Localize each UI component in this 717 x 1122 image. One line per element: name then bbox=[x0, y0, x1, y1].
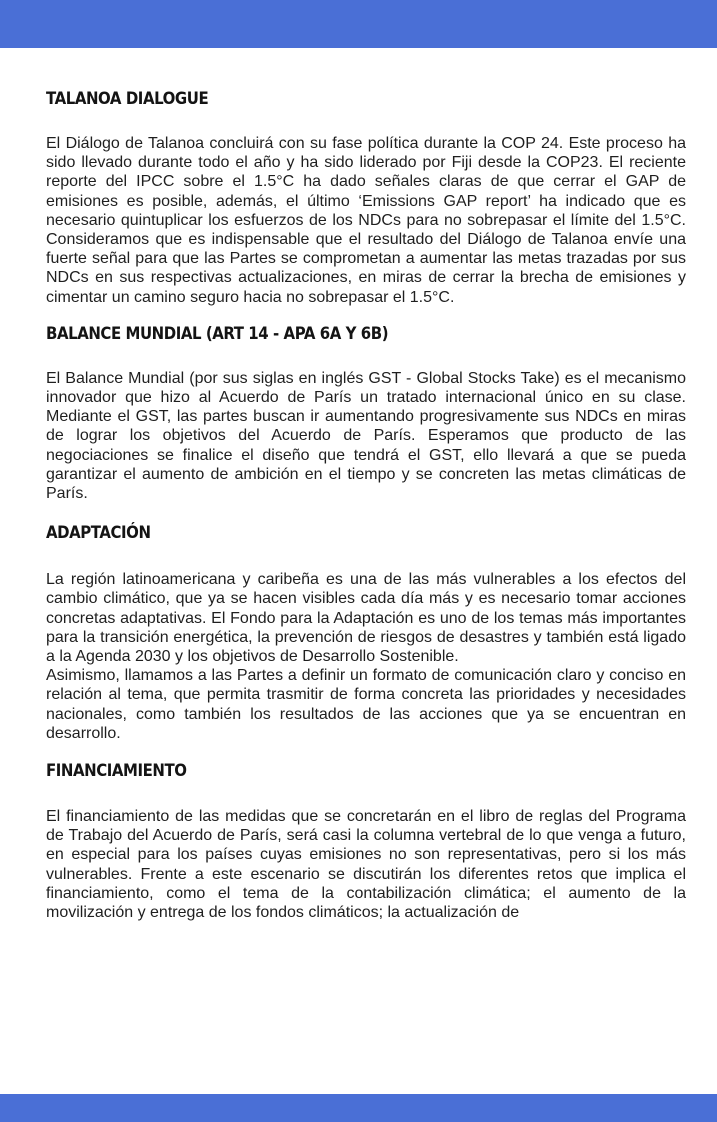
section-heading: TALANOA DIALOGUE bbox=[46, 89, 209, 109]
bottom-color-band bbox=[0, 1094, 717, 1122]
section-paragraph: El financiamiento de las medidas que se concretarán en el libro de reglas del Programa de Trabajo del Acuerdo de París, será casi la columna vertebral de lo que venga a futuro, en especial para los países cuyas emisiones no son representativas, pero si los más vulnerables. Frente a este escenario se discutirán los diferentes retos que implica el financiamiento, como el tema de la contabilización climática; el aumento de la movilización y entrega de los fondos climáticos; la actualización de bbox=[46, 808, 686, 922]
section-heading: ADAPTACIÓN bbox=[46, 523, 151, 544]
section-balance-mundial bbox=[46, 323, 686, 503]
section-adaptacion bbox=[46, 522, 686, 743]
top-color-band bbox=[0, 0, 717, 48]
section-talanoa bbox=[46, 88, 686, 307]
section-paragraph: Asimismo, llamamos a las Partes a definir un formato de comunicación claro y conciso en relación al tema, que permita trasmitir de forma concreta las prioridades y necesidades nacionales, como también los resultados de las acciones que ya se encuentran en desarrollo. bbox=[46, 667, 686, 742]
section-heading: BALANCE MUNDIAL (ART 14 - APA 6A Y 6B) bbox=[46, 323, 389, 344]
section-heading: FINANCIAMIENTO bbox=[46, 761, 187, 782]
section-paragraph: El Balance Mundial (por sus siglas en inglés GST - Global Stocks Take) es el mecanismo innovador que hizo al Acuerdo de París un tratado internacional único en su clase. Mediante el GST, las partes buscan ir aumentando progresivamente sus NDCs en miras de lograr los objetivos del Acuerdo de París. Esperamos que producto de las negociaciones se finalice el diseño que tendrá el GST, ello llevará a que se pueda garantizar el aumento de ambición en el tiempo y se concreten las metas climáticas de París. bbox=[46, 369, 686, 503]
section-paragraph: El Diálogo de Talanoa concluirá con su fase política durante la COP 24. Este proceso ha sido llevado durante todo el año y ha sido liderado por Fiji desde la COP23. El reciente reporte del IPCC sobre el 1.5°C ha dado señales claras de que cerrar el GAP de emisiones es posible, además, el último ‘Emissions GAP report’ ha indicado que es necesario quintuplicar los esfuerzos de los NDCs para no sobrepasar el límite del 1.5°C. Consideramos que es indispensable que el resultado del Diálogo de Talanoa envíe una fuerte señal para que las Partes se comprometan a aumentar las metas trazadas por sus NDCs en sus respectivas actualizaciones, en miras de cerrar la brecha de emisiones y cimentar un camino seguro hacia no sobrepasar el 1.5°C. bbox=[46, 135, 686, 306]
section-paragraph: La región latinoamericana y caribeña es una de las más vulnerables a los efectos del cambio climático, que ya se hacen visibles cada día más y es necesario tomar acciones concretas adaptativas. El Fondo para la Adaptación es uno de los temas más importantes para la transición energética, la prevención de riesgos de desastres y también está ligado a la Agenda 2030 y los objetivos de Desarrollo Sostenible. bbox=[46, 571, 686, 666]
section-financiamiento bbox=[46, 760, 686, 922]
document-body bbox=[46, 88, 686, 922]
